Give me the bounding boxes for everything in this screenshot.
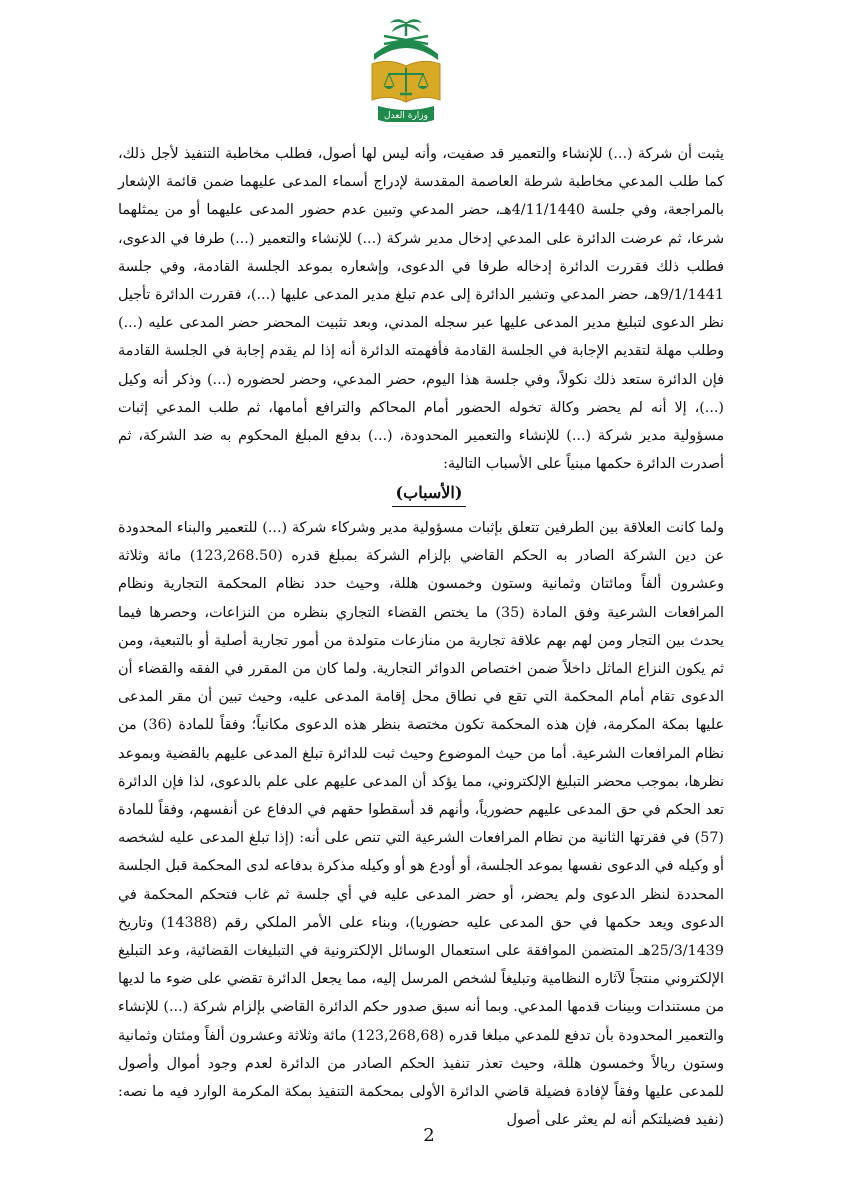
section-heading [0,480,858,507]
ministry-of-justice-emblem-icon [362,14,450,122]
paragraph-facts: يثبت أن شركة (...) للإنشاء والتعمير قد صفيت، وأنه ليس لها أصول، فطلب مخاطبة التنفيذ لأجل ذلك، كما طلب المدعي مخاطبة شرطة العاصمة المقدسة لإدراج أسماء المدعى عليهما ضمن قائمة الإشعار بالمراجعة، وفي جلسة 4/11/1440هـ، حضر المدعي وتبين عدم حضور المدعى عليهما أو من يمثلهما شرعا، ثم عرضت الدائرة على المدعي إدخال مدير شركة (...) للإنشاء والتعمير (...) طرفا في الدعوى، فطلب ذلك فقررت الدائرة إدخاله طرفا في الدعوى، وإشعاره بموعد الجلسة القادمة، وفي جلسة 9/1/1441هـ، حضر المدعي وتشير الدائرة إلى عدم تبلغ مدير المدعى عليها (...)، فقررت الدائرة تأجيل نظر الدعوى لتبليغ مدير المدعى عليها عبر سجله المدني، وبعد تثبيت المحضر حضر المدعى عليه (...) وطلب مهلة لتقديم الإجابة في الجلسة القادمة فأفهمته الدائرة أنه إذا لم يقدم إجابة في الجلسة القادمة فإن الدائرة ستعد ذلك نكولاً، وفي جلسة هذا اليوم، حضر المدعي، وحضر لحضوره (...) وذكر أنه وكيل (...)، إلا أنه لم يحضر وكالة تخوله الحضور أمام المحاكم والترافع أمامها، ثم طلب المدعي إثبات مسؤولية مدير شركة (...) للإنشاء والتعمير المحدودة، (...) بدفع المبلغ المحكوم به ضد الشركة، ثم أصدرت الدائرة حكمها مبنياً على الأسباب التالية: [118,146,724,473]
body-text-reasons [118,514,724,1134]
page-number: 2 [423,1125,435,1146]
paragraph-reasons: ولما كانت العلاقة بين الطرفين تتعلق بإثبات مسؤولية مدير وشركاء شركة (...) للتعمير والبناء المحدودة عن دين الشركة الصادر به الحكم القاضي بإلزام الشركة بمبلغ قدره (123,268.50) مائة وثلاثة وعشرون ألفاً ومائتان وثمانية وستون وخمسون هللة، وحيث حدد نظام المحكمة التجارية ونظام المرافعات الشرعية وفق المادة (35) ما يختص القضاء التجاري بنظره من النزاعات، وحصرها فيما يحدث بين التجار ومن لهم بهم علاقة تجارية من منازعات متولدة من أمور تجارية أصلية أو بالتبعية، ومن ثم يكون النزاع الماثل داخلاً ضمن اختصاص الدوائر التجارية. ولما كان من المقرر في الفقه والقضاء أن الدعوى تقام أمام المحكمة التي تقع في نطاق محل إقامة المدعى عليه، وحيث تبين أن مقر المدعى عليها بمكة المكرمة، فإن هذه المحكمة تكون مختصة بنظر هذه الدعوى مكانياً؛ وفقاً للمادة (36) من نظام المرافعات الشرعية. أما من حيث الموضوع وحيث ثبت للدائرة تبلغ المدعى عليهم بالقضية وبموعد نظرها، بموجب محضر التبليغ الإلكتروني، مما يؤكد أن المدعى عليهم على علم بالدعوى، لذا فإن الدائرة تعد الحكم في حق المدعى عليهم حضورياً، وأنهم قد أسقطوا حقهم في الدفاع عن أنفسهم، وفقاً للمادة (57) في فقرتها الثانية من نظام المرافعات الشرعية التي تنص على أنه: (إذا تبلغ المدعى عليه لشخصه أو وكيله في الدعوى نفسها بموعد الجلسة، أو أودع هو أو وكيله مذكرة بدفاعه لدى المحكمة قبل الجلسة المحددة لنظر الدعوى ولم يحضر، أو حضر المدعى عليه في أي جلسة ثم غاب فتحكم المحكمة في الدعوى ويعد حكمها في حق المدعى عليه حضوريا)، وبناء على الأمر الملكي رقم (14388) وتاريخ 25/3/1439هـ المتضمن الموافقة على استعمال الوسائل الإلكترونية في التبليغات القضائية، وعد التبليغ الإلكتروني منتجاً لآثاره النظامية وتبليغاً لشخص المرسل إليه، مما يجعل الدائرة تقضي على ضوء ما لديها من مستندات وبينات قدمها المدعي. وبما أنه سبق صدور حكم الدائرة القاضي بإلزام شركة (...) للإنشاء والتعمير المحدودة بأن تدفع للمدعي مبلغا قدره (123,268,68) مائة وثلاثة وعشرون ألفاً ومئتان وثمانية وستون ريالاً وخمسون هللة، وحيث تعذر تنفيذ الحكم الصادر من الدائرة لعدم وجود أموال وأصول للمدعى عليها وفقاً لإفادة فضيلة قاضي الدائرة الأولى بمحكمة التنفيذ بمكة المكرمة الوارد فيه ما نصه: (نفيد فضيلتكم أنه لم يعثر على أصول [118,520,725,1129]
section-heading-label: (الأسباب) [392,480,467,507]
logo-motto: المملكة العربية السعودية [382,57,430,62]
logo-caption: وزارة العدل [384,111,428,121]
body-text-top [118,140,724,478]
